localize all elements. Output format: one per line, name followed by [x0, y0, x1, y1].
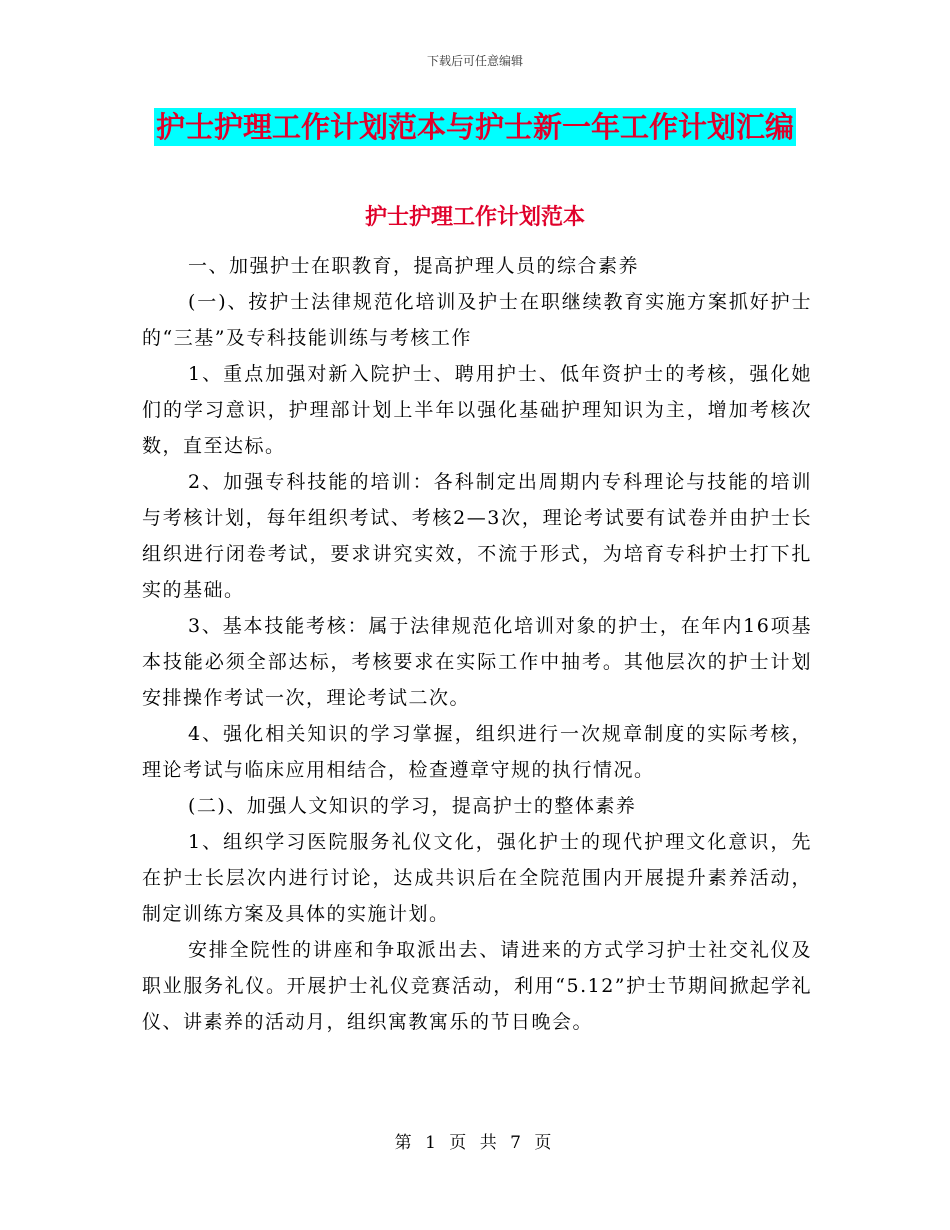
paragraph: 1、组织学习医院服务礼仪文化，强化护士的现代护理文化意识，先在护士长层次内进行讨论，达成共识后在全院范围内开展提升素养活动，制定训练方案及具体的实施计划。 [142, 831, 812, 925]
paragraph: 安排全院性的讲座和争取派出去、请进来的方式学习护士社交礼仪及职业服务礼仪。开展护士礼仪竞赛活动，利用“5.12”护士节期间掀起学礼仪、讲素养的活动月，组织寓教寓乐的节日晚会。 [142, 939, 812, 1033]
paragraph: 2、加强专科技能的培训：各科制定出周期内专科理论与技能的培训与考核计划，每年组织考试、考核2—3次，理论考试要有试卷并由护士长组织进行闭卷考试，要求讲究实效，不流于形式，为培育专科护士打下扎实的基础。 [142, 471, 812, 601]
paragraph: 1、重点加强对新入院护士、聘用护士、低年资护士的考核，强化她们的学习意识，护理部计划上半年以强化基础护理知识为主，增加考核次数，直至达标。 [142, 363, 812, 457]
section-title: 护士护理工作计划范本 [364, 204, 585, 230]
paragraph: 3、基本技能考核：属于法律规范化培训对象的护士，在年内16项基本技能必须全部达标，考核要求在实际工作中抽考。其他层次的护士计划安排操作考试一次，理论考试二次。 [142, 615, 812, 709]
subheading-2: (二)、加强人文知识的学习，提高护士的整体素养 [188, 795, 637, 817]
main-title [0, 108, 950, 146]
main-title-text: 护士护理工作计划范本与护士新一年工作计划汇编 [155, 110, 794, 144]
header-note: 下载后可任意编辑 [426, 54, 523, 68]
subheading-1: (一)、按护士法律规范化培训及护士在职继续教育实施方案抓好护士的“三基”及专科技能训练与考核工作 [142, 291, 812, 349]
document-body [142, 248, 812, 1040]
heading-1: 一、加强护士在职教育，提高护理人员的综合素养 [188, 255, 640, 277]
page-number: 第 1 页 共 7 页 [394, 1133, 556, 1153]
paragraph: 4、强化相关知识的学习掌握，组织进行一次规章制度的实际考核，理论考试与临床应用相结合，检查遵章守规的执行情况。 [142, 723, 812, 781]
